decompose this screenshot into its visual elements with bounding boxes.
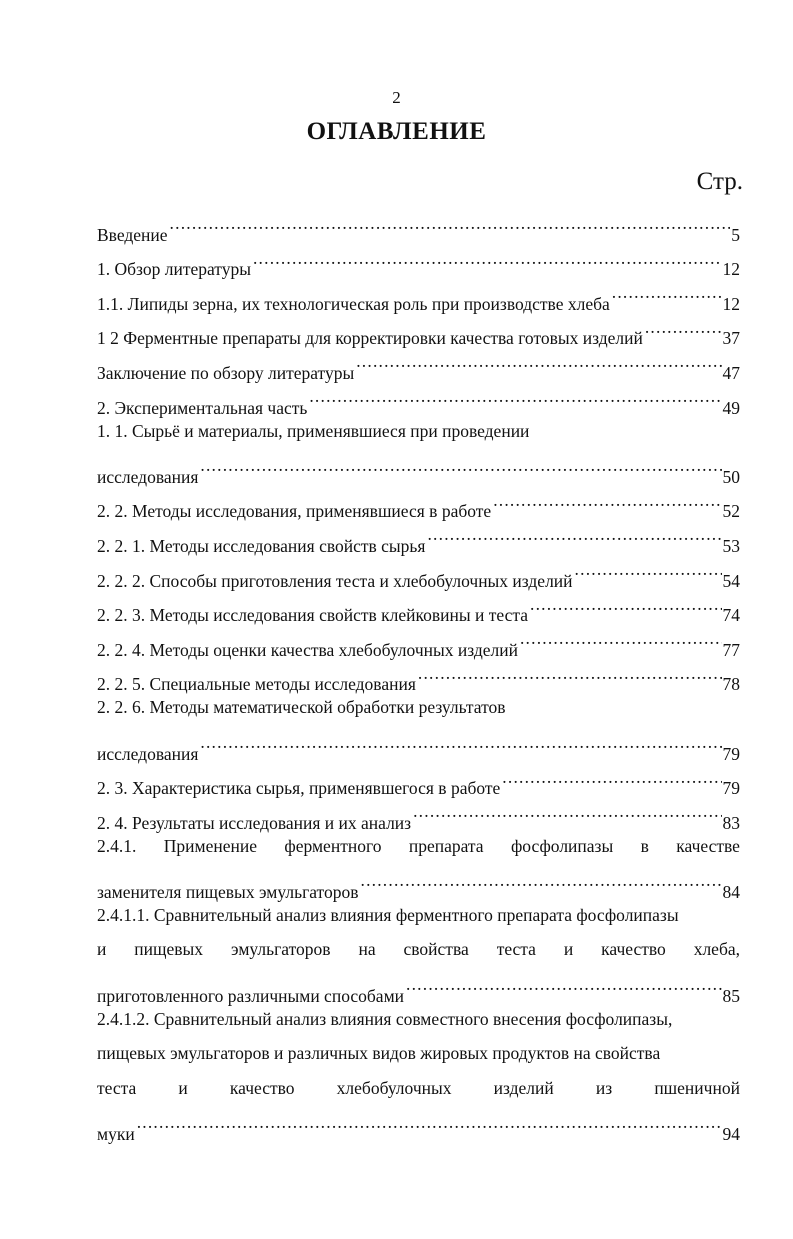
toc-line [97,448,740,487]
toc-entry-page: 52 [722,501,740,522]
toc-line [97,552,740,591]
toc-entry-text: исследования [97,743,199,764]
toc-line [97,241,740,280]
toc-entry-page: 84 [722,881,740,902]
toc-leader-dots [427,517,721,552]
toc-leader-dots [406,967,721,1002]
page-number: 2 [392,88,401,107]
toc-line [97,379,740,418]
toc-line [97,587,740,626]
toc-entry-text: 2. 2. 6. Методы математической обработки результатов [97,697,506,718]
toc-line [97,275,740,314]
toc-word: хлеба, [693,939,740,960]
toc-word: в [640,835,649,856]
toc-word: качество [229,1077,295,1098]
toc-entry-text: 1 2 Ферментные препараты для корректировки качества готовых изделий [97,328,643,349]
toc-entry-text: 2. 2. 3. Методы исследования свойств клейковины и теста [97,605,528,626]
toc-word: на [358,939,376,960]
toc-leader-dots [520,621,722,656]
toc-leader-dots [137,1105,722,1140]
toc-leader-dots [575,552,722,587]
toc-leader-dots [645,310,722,345]
page-column-label: Стр. [696,168,743,195]
toc-line [97,656,740,695]
toc-entry-page: 79 [722,743,740,764]
toc-line [97,1002,740,1037]
toc-entry-text: исследования [97,466,199,487]
toc-line [97,517,740,556]
toc-word: препарата [408,835,484,856]
toc-word: пшеничной [654,1077,740,1098]
toc-entry-text: 1.1. Липиды зерна, их технологическая роль при производстве хлеба [97,293,610,314]
toc-entry-text: 2. 4. Результаты исследования и их анализ [97,812,412,833]
toc-line [97,898,740,933]
toc-word: качестве [676,835,740,856]
toc-entry-page: 50 [722,466,740,487]
toc-leader-dots [170,206,731,241]
toc-leader-dots [418,656,722,691]
toc-word: ферментного [284,835,382,856]
toc-entry-text: 1. Обзор литературы [97,259,251,280]
toc-word: качество [601,939,666,960]
toc-line [97,206,740,245]
toc-word: теста [496,939,536,960]
toc-entry-page: 12 [722,293,740,314]
toc-entry-page: 79 [722,778,740,799]
toc-line [97,932,740,967]
toc-word: теста [97,1077,137,1098]
toc-word: пищевых [134,939,204,960]
toc-line [97,414,740,449]
toc-leader-dots [356,344,721,379]
toc-entry-text: приготовленного различными способами [97,985,405,1006]
toc-entry-page: 54 [722,570,740,591]
toc-leader-dots [413,794,721,829]
toc-entry-page: 77 [722,639,740,660]
document-title: ОГЛАВЛЕНИЕ [306,118,487,145]
toc-line [97,344,740,383]
toc-leader-dots [502,760,721,795]
toc-entry-text: 2. Экспериментальная часть [97,397,308,418]
toc-line [97,621,740,660]
toc-entry-text: 2.4.1.2. Сравнительный анализ влияния совместного внесения фосфолипазы, [97,1008,673,1029]
toc-line [97,1071,740,1106]
toc-entry-page: 53 [722,535,740,556]
toc-word: из [595,1077,613,1098]
toc-line [97,829,740,864]
toc-line [97,725,740,764]
toc-entry-text: пищевых эмульгаторов и различных видов жировых продуктов на свойства [97,1043,661,1064]
toc-leader-dots [309,379,721,414]
toc-entry-text: 2. 2. 5. Специальные методы исследования [97,674,416,695]
toc-word: и [563,939,574,960]
toc-line [97,863,740,902]
toc-entry-text: 2. 2. 4. Методы оценки качества хлебобулочных изделий [97,639,518,660]
toc-entry-page: 12 [722,259,740,280]
toc-leader-dots [530,587,722,622]
toc-entry-text: 2. 2. 1. Методы исследования свойств сырья [97,535,426,556]
toc-entry-text: Заключение по обзору литературы [97,362,355,383]
toc-line [97,690,740,725]
toc-entry-text: муки [97,1124,135,1145]
toc-word: и [97,939,107,960]
toc-word: 2.4.1. [97,835,137,856]
toc-entry-page: 5 [731,224,740,245]
toc-entry-page: 78 [722,674,740,695]
toc-line [97,310,740,349]
toc-entry-page: 83 [722,812,740,833]
toc-entry-page: 85 [722,985,740,1006]
toc-entry-text: 2. 3. Характеристика сырья, применявшегося в работе [97,778,501,799]
toc-entry-page: 37 [722,328,740,349]
toc-entry-text: Введение [97,224,168,245]
toc-entry-text: 2. 2. Методы исследования, применявшиеся в работе [97,501,492,522]
toc-word: изделий [493,1077,554,1098]
toc-entry-text: заменителя пищевых эмульгаторов [97,881,359,902]
toc-word: эмульгаторов [230,939,331,960]
toc-leader-dots [493,483,721,518]
toc-entry-page: 74 [722,605,740,626]
toc-leader-dots [200,725,721,760]
toc-entry-page: 94 [722,1124,740,1145]
toc-line [97,967,740,1006]
toc-word: фосфолипазы [510,835,614,856]
toc-word: хлебобулочных [336,1077,452,1098]
toc-leader-dots [200,448,721,483]
toc-leader-dots [253,241,722,276]
toc-entry-text: 1. 1. Сырьё и материалы, применявшиеся при проведении [97,420,530,441]
toc-entry-page: 47 [722,362,740,383]
toc-entry-text: 2.4.1.1. Сравнительный анализ влияния ферментного препарата фосфолипазы [97,904,679,925]
table-of-contents [97,206,740,1145]
toc-word: свойства [403,939,469,960]
toc-entry-page: 49 [722,397,740,418]
toc-line [97,1105,740,1145]
toc-word: Применение [163,835,257,856]
toc-line [97,483,740,522]
toc-leader-dots [612,275,722,310]
toc-leader-dots [361,863,722,898]
toc-word: и [178,1077,188,1098]
toc-line [97,794,740,833]
toc-line [97,760,740,799]
toc-line [97,1036,740,1071]
toc-entry-text: 2. 2. 2. Способы приготовления теста и хлебобулочных изделий [97,570,573,591]
